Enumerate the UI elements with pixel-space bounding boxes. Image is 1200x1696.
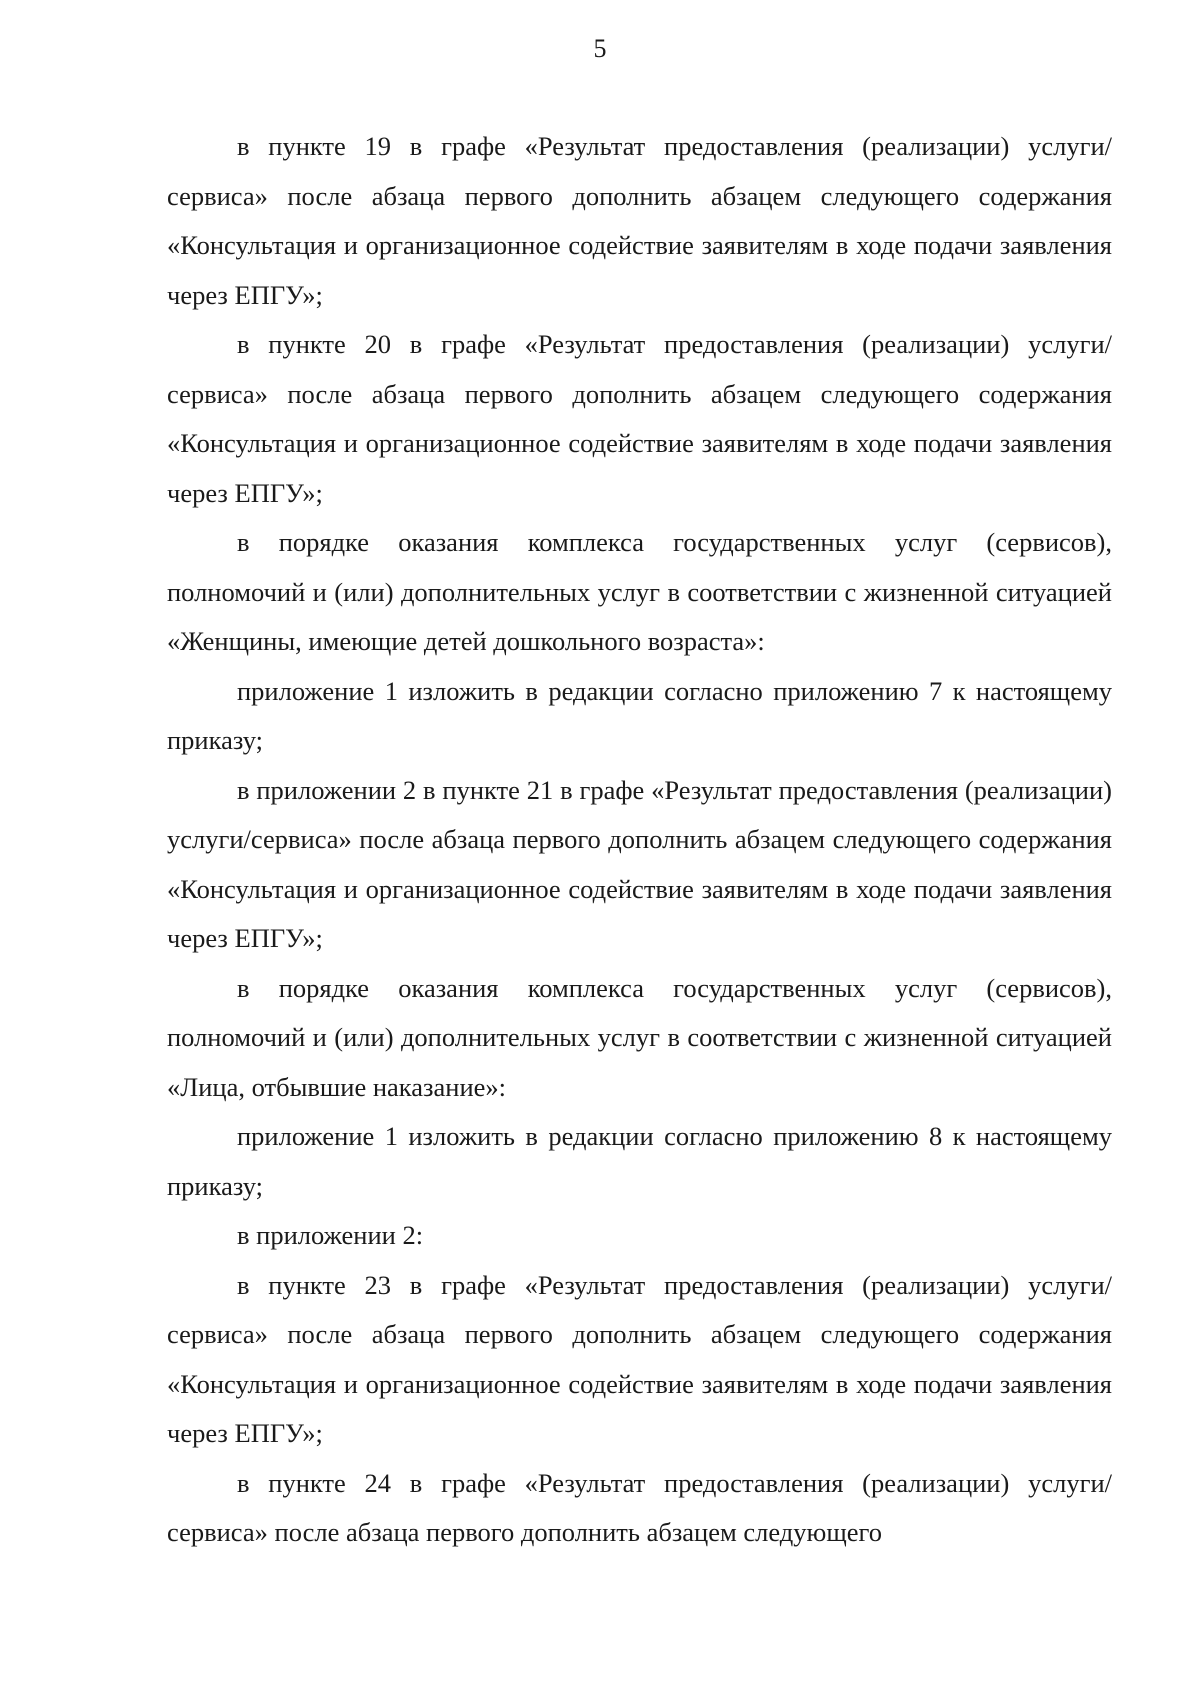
paragraph-item-24: в пункте 24 в графе «Результат предоставления (реализации) услуги/сервиса» после абзаца первого дополнить абзацем следующего [167,1467,1112,1547]
paragraph-item-19: в пункте 19 в графе «Результат предоставления (реализации) услуги/сервиса» после абзаца первого дополнить абзацем следующего содержания «Консультация и организационное содействие заявителям в ходе подачи заявления через ЕПГУ»; [167,131,1112,310]
document-body [167,122,1112,1558]
paragraph-appendix-2-heading: в приложении 2: [237,1220,424,1250]
paragraph-appendix-1-released: приложение 1 изложить в редакции согласно приложению 8 к настоящему приказу; [167,1121,1112,1201]
paragraph-item-23: в пункте 23 в графе «Результат предоставления (реализации) услуги/сервиса» после абзаца первого дополнить абзацем следующего содержания «Консультация и организационное содействие заявителям в ходе подачи заявления через ЕПГУ»; [167,1269,1112,1448]
paragraph-item-20: в пункте 20 в графе «Результат предоставления (реализации) услуги/сервиса» после абзаца первого дополнить абзацем следующего содержания «Консультация и организационное содействие заявителям в ходе подачи заявления через ЕПГУ»; [167,329,1112,508]
page-number: 5 [593,34,607,63]
paragraph-order-released: в порядке оказания комплекса государственных услуг (сервисов), полномочий и (или) дополнительных услуг в соответствии с жизненной ситуацией «Лица, отбывшие наказание»: [167,972,1112,1102]
paragraph-order-women: в порядке оказания комплекса государственных услуг (сервисов), полномочий и (или) дополнительных услуг в соответствии с жизненной ситуацией «Женщины, имеющие детей дошкольного возраста»: [167,527,1112,656]
paragraph-appendix-2-item-21: в приложении 2 в пункте 21 в графе «Результат предоставления (реализации) услуги/сервиса» после абзаца первого дополнить абзацем следующего содержания «Консультация и организационное содействие заявителям в ходе подачи заявления через ЕПГУ»; [167,774,1112,953]
paragraph-appendix-1-women: приложение 1 изложить в редакции согласно приложению 7 к настоящему приказу; [167,675,1112,755]
